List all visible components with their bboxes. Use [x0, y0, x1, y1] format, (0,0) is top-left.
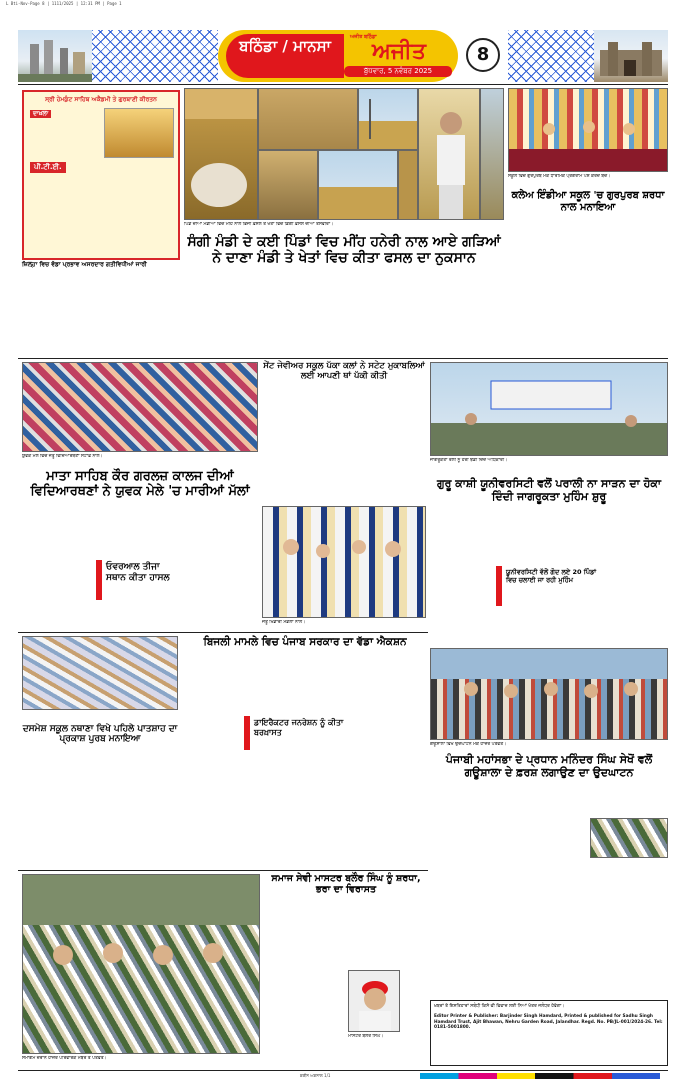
power-body-2: [266, 654, 346, 714]
rain-photo-farmer: [418, 88, 480, 220]
paper-name: ਅਜੀਤ: [372, 39, 426, 64]
rain-photo-2: [258, 88, 358, 150]
power-callout: ਡਾਇਰੈਕਟਰ ਜਨਰੇਸ਼ਨ ਨੂੰ ਕੀਤਾ ਬਰਖ਼ਾਸਤ: [244, 716, 360, 750]
rain-photo-5: [358, 88, 418, 150]
masthead-pattern: [92, 30, 218, 82]
print-slug: L Bti-Nov-Page 8 | 1111/2025 | 12:31 PM | Page 1: [6, 1, 122, 6]
stubble-body-3: [590, 536, 668, 646]
dasmesh-photo: [22, 636, 178, 710]
rule-row2: [18, 632, 428, 633]
rain-body-4: [426, 300, 504, 356]
rain-body-1: [184, 300, 264, 356]
power-body-1: [182, 654, 262, 866]
youth-callout: ਓਵਰਆਲ ਤੀਜਾ ਸਥਾਨ ਕੀਤਾ ਹਾਸਲ: [96, 560, 182, 600]
page-number: 8: [466, 38, 500, 72]
footer-rule: [18, 1070, 668, 1071]
youth-body-2: [102, 520, 178, 560]
rule-row1: [18, 358, 668, 359]
stubble-callout: ਯੂਨੀਵਰਸਿਟੀ ਵੱਲੋਂ ਗੋਦ ਲਏ 20 ਪਿੰਡਾਂ ਵਿਚ ਚਲਾਈ ਜਾ ਰਹੀ ਮੁਹਿੰਮ: [496, 566, 600, 606]
imprint-notice: ਖ਼ਬਰਾਂ ਤੇ ਇਸ਼ਤਿਹਾਰਾਂ ਸਬੰਧੀ ਕਿਸੇ ਵੀ ਵਿਵਾਦ ਲਈ ਨਿਆਂ ਖੇਤਰ ਜਲੰਧਰ ਹੋਵੇਗਾ।: [434, 1004, 565, 1009]
paper-tag: ਅਜੀਤ ਬਠਿੰਡਾ: [350, 34, 377, 40]
district-subhead: ਜ਼ਿਲ੍ਹਾ ਵਿਚ ਵੱਡਾ ਪ੍ਰਭਾਵ ਅਸਰਦਾਰ ਗਤੀਵਿਧੀਆਂ ਜਾਰੀ: [22, 261, 147, 268]
mahasabha-photo-2: [590, 818, 668, 858]
skating-body-1: [262, 392, 342, 504]
power-headline: ਬਿਜਲੀ ਮਾਮਲੇ ਵਿਚ ਪੰਜਾਬ ਸਰਕਾਰ ਦਾ ਵੱਡਾ ਐਕਸ਼ਨ: [203, 636, 407, 648]
dasmesh-headline: ਦਸਮੇਸ਼ ਸਕੂਲ ਨਥਾਣਾ ਵਿਖੇ ਪਹਿਲੇ ਪਾਤਸ਼ਾਹ ਦਾ ਪ੍ਰਕਾਸ਼ ਪੁਰਬ ਮਨਾਇਆ: [22, 724, 178, 745]
stubble-body-2: [510, 536, 586, 566]
mahasabha-body-2: [510, 818, 586, 938]
masthead-photo-right: [594, 30, 668, 82]
stubble-body-1: [430, 536, 506, 646]
skating-headline: ਸੇਂਟ ਜੇਵੀਅਰ ਸਕੂਲ ਪੱਕਾ ਕਲਾਂ ਨੇ ਸਟੇਟ ਮੁਕਾਬਲਿਆਂ ਲਈ ਆਪਣੀ ਥਾਂ ਪੱਕੀ ਕੀਤੀ: [263, 361, 425, 381]
youth-body-3: [182, 520, 258, 630]
mahasabha-body-1: [430, 818, 506, 938]
gurpurab-body-1: [508, 222, 586, 342]
gurpurab-caption: ਸਕੂਲ ਵਿਚ ਗੁਰਪੁਰਬ ਮੌਕੇ ਧਾਰਮਿਕ ਪ੍ਰੋਗਰਾਮ ਪੇਸ਼ ਕਰਦੇ ਬੱਚੇ।: [508, 174, 611, 179]
ad-details: [30, 176, 174, 256]
mahasabha-caption: ਗਊਸ਼ਾਲਾ ਵਿਖੇ ਉਦਘਾਟਨ ਮੌਕੇ ਹਾਜ਼ਰ ਪਤਵੰਤੇ।: [430, 742, 507, 747]
rain-photo-4: [318, 150, 398, 220]
mahasabha-body-3: [590, 860, 668, 938]
rule-row3: [18, 870, 428, 871]
rain-body-2: [266, 300, 344, 356]
dasmesh-caption: [22, 712, 178, 718]
power-body-4: [266, 752, 346, 866]
mahasabha-headline: ਪੰਜਾਬੀ ਮਹਾਂਸਭਾ ਦੇ ਪ੍ਰਧਾਨ ਮਨਿੰਦਰ ਸਿੰਘ ਸੇਖੋਂ ਵਲੋਂ ਗਊਸ਼ਾਲਾ ਦੇ ਫ਼ਰਸ਼ ਲਗਾਉਣ ਦਾ ਉਦਘਾਟਨ: [445, 753, 653, 779]
rain-body-3: [346, 300, 424, 356]
youth-headline: ਮਾਤਾ ਸਾਹਿਬ ਕੌਰ ਗਰਲਜ਼ ਕਾਲਜ ਦੀਆਂ ਵਿਦਿਆਰਥਣਾਂ ਨੇ ਯੁਵਕ ਮੇਲੇ 'ਚ ਮਾਰੀਆਂ ਮੱਲਾਂ: [30, 469, 250, 499]
section-title: ਬਠਿੰਡਾ / ਮਾਨਸਾ: [226, 34, 344, 78]
youth-caption: ਯੁਵਕ ਮੇਲੇ ਵਿਚ ਜੇਤੂ ਵਿਦਿਆਰਥਣਾਂ ਸਟਾਫ਼ ਨਾਲ।: [22, 454, 103, 459]
gurpurab-photo: [508, 88, 668, 172]
imprint-box: [430, 1000, 668, 1066]
masthead-pattern-right: [508, 30, 594, 82]
rain-caption: ਪਿੰਡ ਦੀਆਂ ਮੰਡੀਆਂ ਵਿਚ ਮੀਂਹ ਨਾਲ ਭਿੱਜੀ ਫ਼ਸਲ ਤੇ ਖੇਤਾਂ ਵਿਚ ਡਿੱਗੀ ਫ਼ਸਲ ਦੀਆਂ ਤਸਵੀਰਾਂ।: [184, 222, 334, 227]
ad-box: [22, 90, 180, 260]
rain-headline: ਸੰਗੀ ਮੰਡੀ ਦੇ ਕਈ ਪਿੰਡਾਂ ਵਿਚ ਮੀਂਹ ਹਨੇਰੀ ਨਾਲ ਆਏ ਗੜਿਆਂ ਨੇ ਦਾਣਾ ਮੰਡੀ ਤੇ ਖੇਤਾਂ ਵਿਚ ਕੀਤਾ ਫਸਲ ਦਾ ਨੁਕਸਾਨ: [187, 234, 501, 267]
tribute-headline: ਸਮਾਜ ਸੇਵੀ ਮਾਸਟਰ ਬਲੌਰ ਸਿੰਘ ਨੂੰ ਸ਼ਰਧਾ, ਭਰਾ ਦਾ ਵਿਰਾਸਤ: [271, 873, 421, 895]
district-body: [22, 272, 180, 336]
masthead-rule: [18, 84, 668, 85]
dasmesh-body-2: [102, 756, 178, 868]
imprint-text: Editor Printer & Publisher: Barjinder Singh Hamdard, Printed & published for Sadhu Singh Hamdard Trust, Ajit Bhawan, Nehru Garden Road, Jalandhar. Regd. No. PB/JL-001/2024-26. Tel: 0181-5001800.: [434, 1013, 663, 1031]
masthead-photo-left: [18, 30, 92, 82]
tribute-group-photo: [22, 874, 260, 1054]
skating-body-2: [346, 392, 426, 504]
stubble-caption: ਜਾਗਰੂਕਤਾ ਰੈਲੀ ਨੂੰ ਹਰੀ ਝੰਡੀ ਦਿੰਦੇ ਅਧਿਕਾਰੀ।: [430, 458, 508, 463]
tribute-body-2: [348, 904, 428, 968]
rain-photo-6: [398, 150, 418, 220]
issue-date: ਬੁੱਧਵਾਰ, 5 ਨਵੰਬਰ 2025: [344, 66, 452, 77]
tribute-caption: ਮਾਸਟਰ ਬਲੌਰ ਸਿੰਘ।: [348, 1034, 384, 1039]
tribute-portrait: [348, 970, 400, 1032]
masthead: [18, 30, 668, 82]
skating-caption: ਜੇਤੂ ਖਿਡਾਰੀ ਮੈਡਲਾਂ ਨਾਲ।: [262, 620, 306, 625]
youth-body-1: [22, 520, 98, 630]
dasmesh-body-1: [22, 756, 98, 868]
skating-photo: [262, 506, 426, 618]
mahasabha-photo: [430, 648, 668, 740]
stubble-photo: [430, 362, 668, 456]
gurpurab-headline: ਕਲੇਅ ਇੰਡੀਆ ਸਕੂਲ 'ਚ ਗੁਰਪੁਰਬ ਸ਼ਰਧਾ ਨਾਲ ਮਨਾਇਆ: [511, 190, 665, 213]
color-bar: [420, 1073, 660, 1079]
power-body-3: [350, 654, 428, 866]
stubble-headline: ਗੁਰੂ ਕਾਸ਼ੀ ਯੂਨੀਵਰਸਿਟੀ ਵਲੋਂ ਪਰਾਲੀ ਨਾ ਸਾੜਨ ਦਾ ਹੋਕਾ ਦਿੰਦੀ ਜਾਗਰੂਕਤਾ ਮੁਹਿੰਮ ਸ਼ੁਰੂ: [436, 477, 662, 503]
ad-title: ਸ੍ਰੀ ਹੇਮਕੁੰਟ ਸਾਹਿਬ ਅਕੈਡਮੀ ਤੇ ਗੁਰਬਾਣੀ ਕੀਰਤਨ: [45, 96, 157, 103]
tribute-bottom-caption: ਸਮਾਗਮ ਦੌਰਾਨ ਹਾਜ਼ਰ ਪਰਿਵਾਰਕ ਮੈਂਬਰ ਤੇ ਪਤਵੰਤੇ।: [22, 1056, 107, 1061]
tribute-body-1: [264, 904, 344, 1064]
rain-photo-3: [258, 150, 318, 220]
youth-photo: [22, 362, 258, 452]
ad-badge: ਪੀ.ਟੀ.ਈ.: [30, 162, 66, 173]
rain-photo-1: [184, 88, 258, 220]
rain-photo-7: [480, 88, 504, 220]
gurpurab-body-2: [590, 222, 668, 342]
masthead-title-block: [218, 30, 458, 82]
ad-photo: [104, 108, 174, 158]
ad-label: ਦਾਖ਼ਲਾ: [30, 110, 51, 118]
footer-slug: ਕਰੀਨ ਅਗਨਾਲ 1/1: [300, 1073, 331, 1078]
ad-text: [30, 122, 100, 156]
